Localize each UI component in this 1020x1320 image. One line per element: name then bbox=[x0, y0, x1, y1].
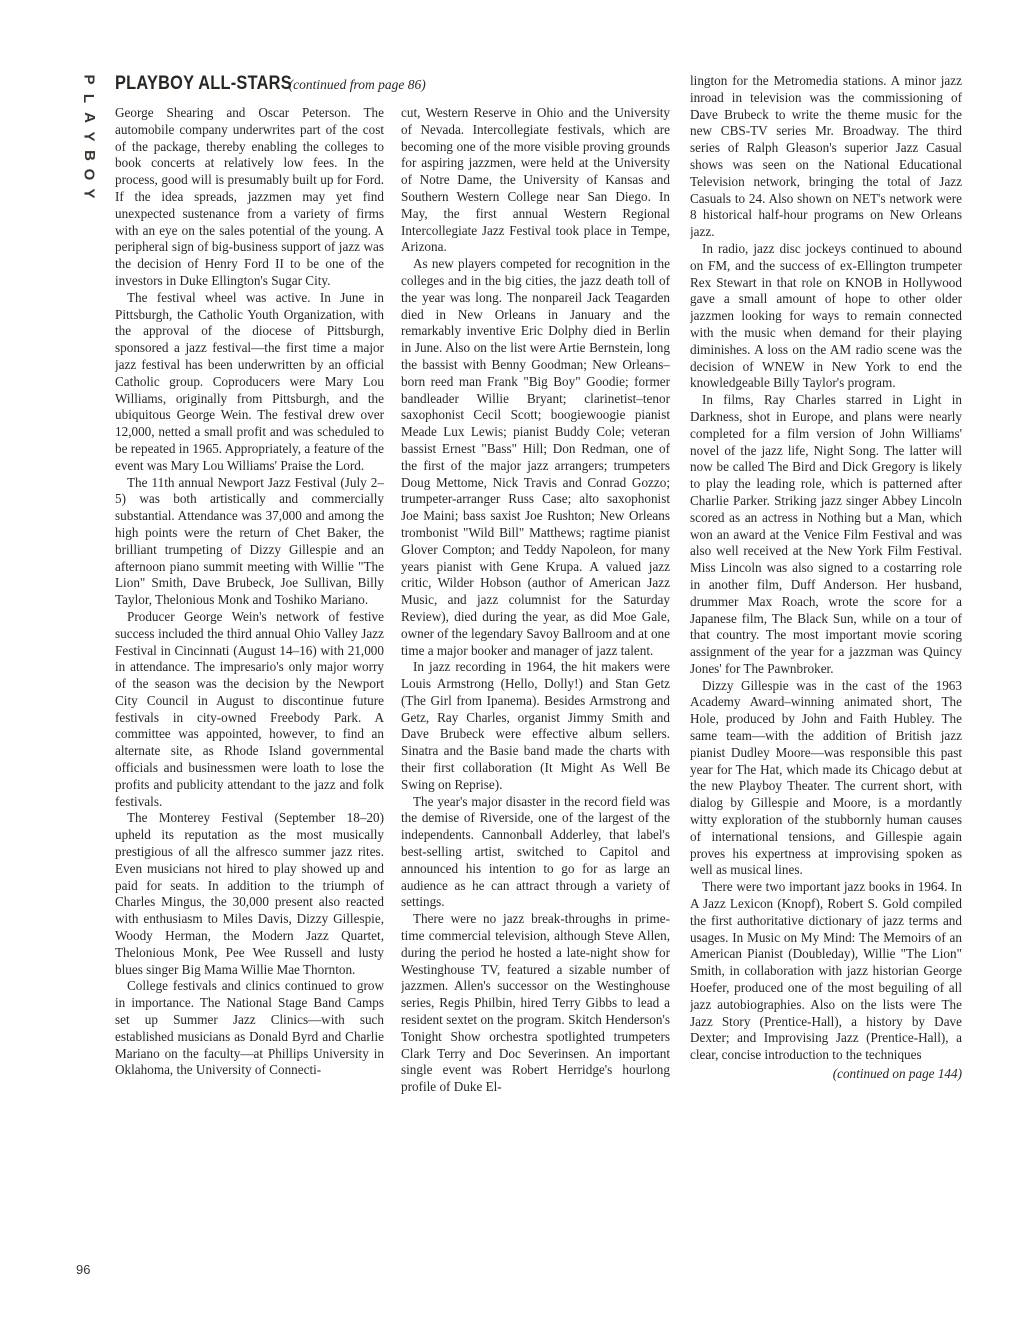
article-title: PLAYBOY ALL-STARS bbox=[115, 73, 292, 94]
paragraph: lington for the Metromedia stations. A minor jazz inroad in television was the commissioning of Dave Brubeck to write the theme music for the new CBS-TV series Mr. Broadway. The third series of Ralph Gleason's superior Jazz Casual shows was seen on the National Educational Television network, bringing the total of Jazz Casuals to 24. Also shown on NET's network were 8 historical half-hour programs on New Orleans jazz. bbox=[690, 73, 962, 240]
text-column-3 bbox=[690, 73, 962, 1275]
paragraph: Producer George Wein's network of festive success included the third annual Ohio Valley Jazz Festival in Cincinnati (August 14–16) with 21,000 in attendance. The impresario's only major worry of the season was the decision by the Newport City Council in August to discontinue future festivals in city-owned Freebody Park. A committee was appointed, however, to find an alternate site, as Rhode Island governmental officials and businessmen were loath to lose the profits and publicity attendant to the jazz and folk festivals. bbox=[115, 608, 384, 809]
paragraph: The festival wheel was active. In June in Pittsburgh, the Catholic Youth Organization, with the approval of the diocese of Pittsburgh, sponsored a jazz festival—the first time a major jazz festival has been underwritten by an official Catholic group. Coproducers were Mary Lou Williams, originally from Pittsburgh, and the ubiquitous George Wein. The festival drew over 12,000, netted a small profit and was scheduled to be repeated in 1965. Appropriately, a feature of the event was Mary Lou Williams' Praise the Lord. bbox=[115, 289, 384, 473]
paragraph: Dizzy Gillespie was in the cast of the 1963 Academy Award–winning animated short, The Hole, produced by John and Faith Hubley. The same team—with the addition of British jazz pianist Dudley Moore—was responsible this past year for The Hat, which made its Chicago debut at the new Playboy Theater. The current short, with dialog by Gillespie and Moore, is a mordantly witty exploration of the stubbornly human causes of international tensions, and Gillespie again proves his expertness at improvising spoken as well as musical lines. bbox=[690, 677, 962, 878]
paragraph: The 11th annual Newport Jazz Festival (July 2–5) was both artistically and commercially substantial. Attendance was 37,000 and among the high points were the return of Chet Baker, the brilliant trumpeting of Dizzy Gillespie and an afternoon piano summit meeting with Willie "The Lion" Smith, Dave Brubeck, Joe Sullivan, Billy Taylor, Thelonious Monk and Toshiko Mariano. bbox=[115, 474, 384, 608]
paragraph: In films, Ray Charles starred in Light in Darkness, shot in Europe, and plans were nearly completed for a film version of John Williams' novel of the jazz life, Night Song. The latter will now be called The Bird and Dick Gregory is likely to play the leading role, which is patterned after Charlie Parker. Striking jazz singer Abbey Lincoln scored as an actress in Nothing but a Man, which won an award at the Venice Film Festival and was also well received at the New York Film Festival. Miss Lincoln was also signed to a costarring role in another film, Duff Anderson. Her husband, drummer Max Roach, wrote the score for a Japanese film, The Black Sun, while on a tour of that country. The most important movie scoring assignment of the year for a jazzman was Quincy Jones' for The Pawnbroker. bbox=[690, 392, 962, 676]
paragraph: In radio, jazz disc jockeys continued to abound on FM, and the success of ex-Ellington trumpeter Rex Stewart in that role on KNOB in Hollywood gave a small amount of hope to other older jazzmen looking for ways to remain connected with the music when demand for their playing diminishes. A loss on the AM radio scene was the decision of WNEW in New York to end the knowledgeable Billy Taylor's program. bbox=[690, 240, 962, 391]
text-column-1 bbox=[115, 105, 384, 1275]
page-number: 96 bbox=[76, 1262, 91, 1277]
spine-letter: P bbox=[80, 74, 98, 85]
spine-letter: L bbox=[80, 93, 98, 104]
continued-on: (continued on page 144) bbox=[832, 1066, 962, 1082]
spine-letter: Y bbox=[80, 131, 98, 142]
paragraph: George Shearing and Oscar Peterson. The automobile company underwrites part of the cost of the package, thereby enabling the colleges to book concerts at relatively low fees. In the process, good will is presumably built up for Ford. If the idea spreads, jazzmen may yet find unexpected sustenance from a variety of firms with an eye on the sales potential of the young. A peripheral sign of big-business support of jazz was the decision of Henry Ford II to be one of the investors in Duke Ellington's Sugar City. bbox=[115, 105, 384, 288]
spine-logo bbox=[78, 70, 100, 203]
spine-letter: Y bbox=[80, 188, 98, 199]
spine-letter: B bbox=[80, 150, 98, 161]
paragraph: The year's major disaster in the record field was the demise of Riverside, one of the largest of the independents. Cannonball Adderley, that label's best-selling artist, switched to Capitol and announced his intention to go for as large an audience as he can attract through a variety of settings. bbox=[401, 793, 670, 910]
article-header bbox=[115, 73, 675, 95]
paragraph: As new players competed for recognition in the colleges and in the big cities, the jazz death toll of the year was long. The nonpareil Jack Teagarden died in New Orleans in January and the remarkably inventive Eric Dolphy died in Berlin in June. Also on the list were Artie Bernstein, long the bassist with Benny Goodman; New Orleans–born reed man Frank "Big Boy" Goodie; former bandleader Willie Bryant; clarinetist–tenor saxophonist Cecil Scott; boogiewoogie pianist Meade Lux Lewis; pianist Buddy Cole; veteran bassist Ernest "Bass" Hill; Don Redman, one of the first of the major jazz arrangers; trumpeters Doug Mettome, Nick Travis and Conrad Gozzo; trumpeter-arranger Russ Case; alto saxophonist Joe Maini; bass saxist Joe Rushton; New Orleans trombonist "Wild Bill" Matthews; ragtime pianist Glover Compton; and Teddy Napoleon, for many years pianist with Gene Krupa. A valued jazz critic, Wilder Hobson (author of American Jazz Music, and jazz columnist for the Saturday Review), died during the year, as did Moe Gale, owner of the legendary Savoy Ballroom and at one time a major booker and manager of jazz talent. bbox=[401, 256, 670, 658]
continued-from: (continued from page 86) bbox=[288, 77, 426, 92]
text-column-2 bbox=[401, 105, 670, 1275]
paragraph: In jazz recording in 1964, the hit makers were Louis Armstrong (Hello, Dolly!) and Stan Getz (The Girl from Ipanema). Besides Armstrong and Getz, Ray Charles, organist Jimmy Smith and Dave Brubeck were effective album sellers. Sinatra and the Basie band made the charts with their first collaboration (It Might As Well Be Swing on Reprise). bbox=[401, 659, 670, 792]
paragraph: College festivals and clinics continued to grow in importance. The National Stage Band Camps set up Summer Jazz Clinics—with such established musicians as Donald Byrd and Charlie Mariano on the faculty—at Phillips University in Oklahoma, the University of Connecti- bbox=[115, 978, 384, 1078]
paragraph: The Monterey Festival (September 18–20) upheld its reputation as the most musically prestigious of all the alfresco summer jazz rites. Even musicians not hired to play showed up and paid for seats. In addition to the triumph of Charles Mingus, the 30,000 present also reacted with enthusiasm to Miles Davis, Dizzy Gillespie, Woody Herman, the Modern Jazz Quartet, Thelonious Monk, Pee Wee Russell and lusty blues singer Big Mama Willie Mae Thornton. bbox=[115, 810, 384, 977]
paragraph: cut, Western Reserve in Ohio and the University of Nevada. Intercollegiate festivals, which are becoming one of the more visible proving grounds for aspiring jazzmen, were held at the University of Notre Dame, the University of Kansas and Southern Western College near San Diego. In May, the first annual Western Regional Intercollegiate Jazz Festival took place in Tempe, Arizona. bbox=[401, 105, 670, 255]
spine-letter: A bbox=[80, 112, 98, 123]
paragraph: There were no jazz break-throughs in prime-time commercial television, although Steve Allen, during the period he hosted a late-night show for Westinghouse TV, featured a sizable number of jazzmen. Allen's successor on the Westinghouse series, Regis Philbin, hired Terry Gibbs to lead a resident sextet on the program. Skitch Henderson's Tonight Show orchestra spotlighted trumpeters Clark Terry and Doc Severinsen. An important single event was Robert Herridge's hourlong profile of Duke El- bbox=[401, 911, 670, 1095]
paragraph: There were two important jazz books in 1964. In A Jazz Lexicon (Knopf), Robert S. Gold compiled the first authoritative dictionary of jazz terms and usages. In Music on My Mind: The Memoirs of an American Pianist (Doubleday), Willie "The Lion" Smith, in collaboration with jazz historian George Hoefer, produced one of the most beguiling of all jazz autobiographies. Also on the lists were The Jazz Story (Prentice-Hall), a history by Dave Dexter; and Improvising Jazz (Prentice-Hall), a clear, concise introduction to the techniques bbox=[690, 879, 962, 1063]
spine-letter: O bbox=[80, 168, 98, 181]
